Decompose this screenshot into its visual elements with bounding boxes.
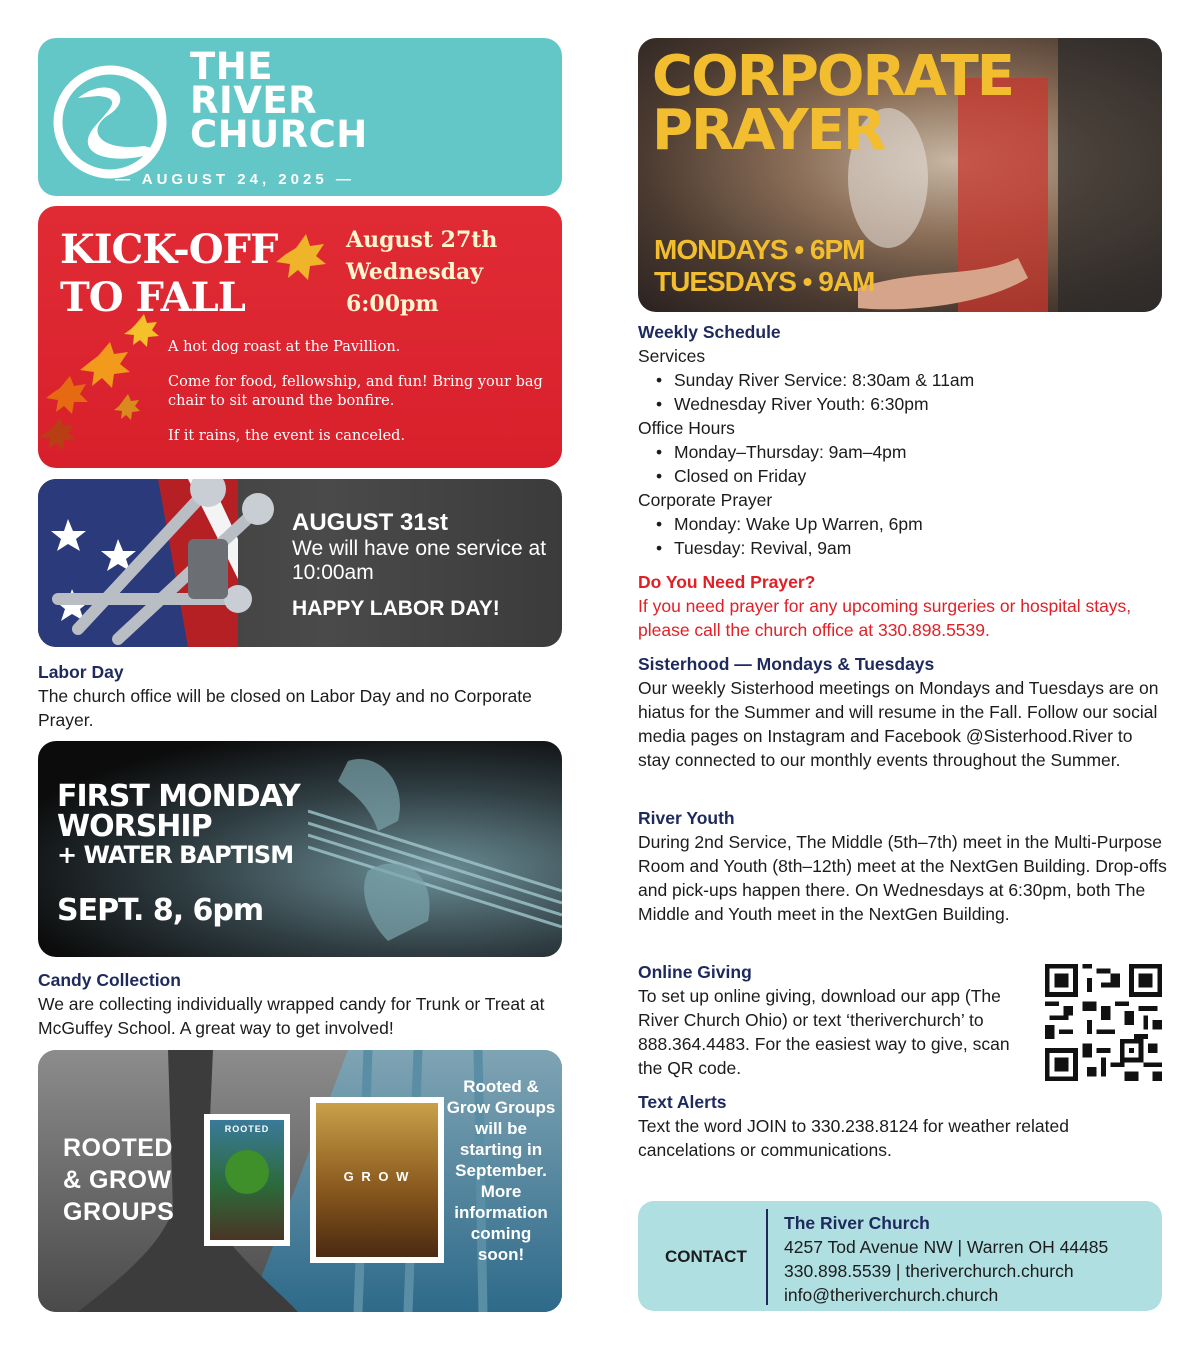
- river-logo-icon: [48, 56, 180, 188]
- contact-name: The River Church: [784, 1213, 930, 1233]
- section-text: If you need prayer for any upcoming surgeries or hospital stays, please call the church office at 330.898.5539.: [638, 596, 1132, 640]
- candy-section: [38, 968, 562, 1040]
- weekly-schedule: [638, 320, 1162, 560]
- kickoff-banner: [38, 206, 562, 468]
- section-heading: Labor Day: [38, 662, 124, 682]
- labor-banner-text: We will have one service at 10:00am: [292, 537, 547, 584]
- schedule-list: [638, 368, 1162, 416]
- list-item-text: Monday: Wake Up Warren, 6pm: [674, 514, 923, 534]
- list-item: [656, 464, 1162, 488]
- rooted-note: Rooted & Grow Groups will be starting in September. More information coming soon!: [446, 1077, 556, 1264]
- title-line: THE: [190, 45, 273, 88]
- title-line: CHURCH: [190, 113, 368, 156]
- labor-banner-title: AUGUST 31st: [292, 509, 449, 536]
- kickoff-title: [60, 226, 277, 322]
- header-banner: [38, 38, 562, 196]
- contact-info: [784, 1211, 1108, 1307]
- list-item: [656, 368, 1162, 392]
- prayer-title-line: PRAYER: [652, 98, 885, 163]
- prayer-title-line: CORPORATE: [652, 44, 1014, 109]
- contact-address: 4257 Tod Avenue NW | Warren OH 44485: [784, 1237, 1109, 1257]
- schedule-list: [638, 440, 1162, 488]
- section-text: During 2nd Service, The Middle (5th–7th) meet in the Multi-Purpose Room and Youth (8th–12th) meet at the NextGen Building. Drop-offs and pick-ups happen there. On Wednesdays at 6:30pm, both The Middle and Youth meet in the NextGen Building.: [638, 832, 1167, 924]
- labor-banner-greeting: HAPPY LABOR DAY!: [292, 597, 500, 620]
- list-item-text: Monday–Thursday: 9am–4pm: [674, 442, 907, 462]
- divider: [766, 1209, 768, 1305]
- rooted-book-title: ROOTED: [224, 1124, 270, 1134]
- first-monday-title: WORSHIP: [57, 809, 212, 844]
- kickoff-when: [346, 224, 497, 320]
- prayer-time-line: MONDAYS • 6PM: [654, 234, 865, 265]
- rooted-title-line: GROUPS: [63, 1198, 175, 1226]
- online-giving-section: [638, 960, 1018, 1080]
- prayer-times: [654, 234, 874, 298]
- schedule-group-title: Office Hours: [638, 418, 735, 438]
- sisterhood-section: [638, 652, 1168, 772]
- qr-code-icon[interactable]: [1045, 964, 1162, 1081]
- kickoff-title-line: KICK-OFF: [60, 226, 278, 273]
- list-item-text: Wednesday River Youth: 6:30pm: [674, 394, 929, 414]
- tree-icon: [225, 1150, 269, 1194]
- contact-phone-web[interactable]: 330.898.5539 | theriverchurch.church: [784, 1261, 1074, 1281]
- guitar-icon: [308, 741, 562, 957]
- list-item: [656, 512, 1162, 536]
- kickoff-description: [168, 338, 548, 462]
- rooted-book-cover: [204, 1114, 290, 1246]
- list-item-text: Closed on Friday: [674, 466, 807, 486]
- prayer-time-line: TUESDAYS • 9AM: [654, 266, 875, 297]
- kickoff-day: Wednesday: [346, 259, 484, 285]
- list-item: [656, 536, 1162, 560]
- kickoff-paragraph: A hot dog roast at the Pavillion.: [168, 339, 401, 355]
- first-monday-date: SEPT. 8, 6pm: [57, 893, 264, 928]
- section-heading: Weekly Schedule: [638, 322, 781, 342]
- bulletin-date: — AUGUST 24, 2025 —: [115, 171, 355, 188]
- list-item: [656, 392, 1162, 416]
- labor-day-banner: [38, 479, 562, 647]
- section-heading: Sisterhood — Mondays & Tuesdays: [638, 654, 935, 674]
- schedule-group-title: Services: [638, 346, 706, 366]
- schedule-list: [638, 512, 1162, 560]
- prayer-title: [652, 44, 1014, 163]
- list-item: [656, 440, 1162, 464]
- labor-day-section: [38, 660, 562, 732]
- grow-book-title: G R O W: [343, 1169, 411, 1184]
- kickoff-paragraph: If it rains, the event is canceled.: [168, 428, 406, 444]
- section-heading: Candy Collection: [38, 970, 181, 990]
- section-text: Our weekly Sisterhood meetings on Mondays and Tuesdays are on hiatus for the Summer and will resume in the Fall. Follow our social media pages on Instagram and Facebook @Sisterhood.River to stay connected to our monthly events throughout the Summer.: [638, 678, 1159, 770]
- first-monday-subtitle: + WATER BAPTISM: [57, 841, 294, 869]
- kickoff-paragraph: Come for food, fellowship, and fun! Bring your bag chair to sit around the bonfire.: [168, 374, 543, 409]
- rooted-grow-banner: [38, 1050, 562, 1312]
- section-text: Text the word JOIN to 330.238.8124 for weather related cancelations or communications.: [638, 1116, 1069, 1160]
- rooted-title: [63, 1132, 174, 1228]
- section-text: The church office will be closed on Labor Day and no Corporate Prayer.: [38, 686, 532, 730]
- flag-and-wrenches-icon: [38, 479, 308, 647]
- kickoff-title-line: TO FALL: [60, 274, 245, 321]
- section-heading: Do You Need Prayer?: [638, 572, 816, 592]
- section-heading: Text Alerts: [638, 1092, 727, 1112]
- kickoff-time: 6:00pm: [346, 291, 439, 317]
- kickoff-date: August 27th: [346, 227, 498, 253]
- contact-email[interactable]: info@theriverchurch.church: [784, 1285, 999, 1305]
- section-heading: River Youth: [638, 808, 735, 828]
- church-name: [190, 45, 368, 156]
- contact-label: CONTACT: [665, 1247, 747, 1266]
- section-text: To set up online giving, download our app (The River Church Ohio) or text ‘theriverchurch’ to 888.364.4483. For the easiest way to give, scan the QR code.: [638, 986, 1010, 1078]
- schedule-group-title: Corporate Prayer: [638, 490, 773, 510]
- text-alerts-section: [638, 1090, 1162, 1162]
- section-heading: Online Giving: [638, 962, 752, 982]
- section-text: We are collecting individually wrapped candy for Trunk or Treat at McGuffey School. A great way to get involved!: [38, 994, 545, 1038]
- river-youth-section: [638, 806, 1168, 926]
- first-monday-title: FIRST MONDAY: [57, 779, 300, 814]
- list-item-text: Sunday River Service: 8:30am & 11am: [674, 370, 975, 390]
- list-item-text: Tuesday: Revival, 9am: [674, 538, 852, 558]
- need-prayer-section: [638, 570, 1162, 642]
- title-line: RIVER: [190, 79, 318, 122]
- contact-box: [638, 1201, 1162, 1311]
- corporate-prayer-banner: [638, 38, 1162, 312]
- first-monday-banner: [38, 741, 562, 957]
- rooted-title-line: & GROW: [63, 1166, 172, 1194]
- rooted-title-line: ROOTED: [63, 1134, 173, 1162]
- grow-book-cover: [310, 1097, 444, 1263]
